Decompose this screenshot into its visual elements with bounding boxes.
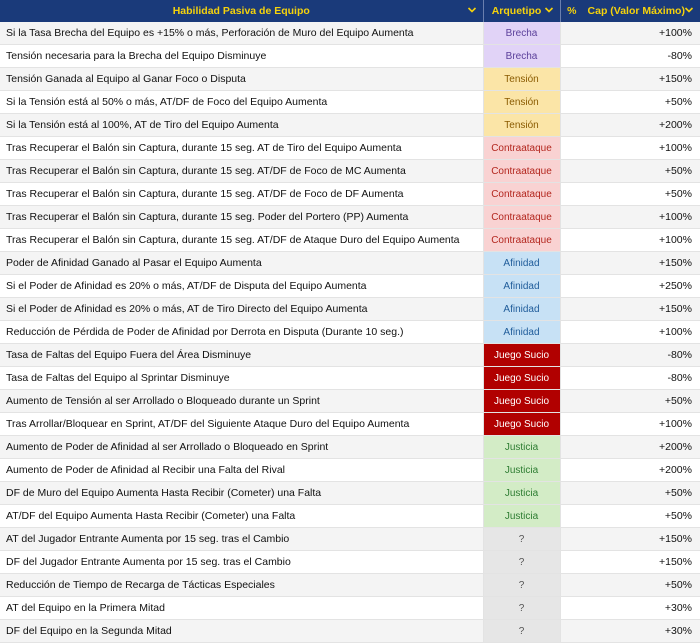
arquetipo-badge[interactable]: ? — [483, 597, 560, 620]
pct-cell[interactable] — [560, 275, 583, 298]
arquetipo-badge[interactable]: Tensión — [483, 114, 560, 137]
header-arquetipo[interactable] — [483, 0, 560, 22]
habilidad-cell[interactable]: Tensión necesaria para la Brecha del Equipo Disminuye — [0, 45, 483, 68]
table-row — [0, 367, 700, 390]
cap-cell[interactable]: +150% — [583, 68, 700, 91]
arquetipo-badge[interactable]: Tensión — [483, 68, 560, 91]
pct-cell[interactable] — [560, 45, 583, 68]
arquetipo-badge[interactable]: Justicia — [483, 436, 560, 459]
cap-cell[interactable]: +100% — [583, 229, 700, 252]
cap-cell[interactable]: +30% — [583, 597, 700, 620]
habilidad-cell[interactable]: Tras Arrollar/Bloquear en Sprint, AT/DF del Siguiente Ataque Duro del Equipo Aumenta — [0, 413, 483, 436]
arquetipo-badge[interactable]: Afinidad — [483, 252, 560, 275]
table-body — [0, 22, 700, 643]
table-row — [0, 321, 700, 344]
header-row — [0, 0, 700, 22]
habilidad-cell[interactable]: Si la Tasa Brecha del Equipo es +15% o más, Perforación de Muro del Equipo Aumenta — [0, 22, 483, 45]
cap-cell[interactable]: +150% — [583, 298, 700, 321]
pct-cell[interactable] — [560, 436, 583, 459]
arquetipo-badge[interactable]: Tensión — [483, 91, 560, 114]
cap-cell[interactable]: +50% — [583, 482, 700, 505]
table-row — [0, 459, 700, 482]
arquetipo-badge[interactable]: Juego Sucio — [483, 344, 560, 367]
table-row — [0, 206, 700, 229]
cap-cell[interactable]: +50% — [583, 390, 700, 413]
table-row — [0, 597, 700, 620]
pct-cell[interactable] — [560, 620, 583, 643]
cap-cell[interactable]: +100% — [583, 206, 700, 229]
table-row — [0, 298, 700, 321]
table-row — [0, 252, 700, 275]
habilidad-cell[interactable]: DF del Jugador Entrante Aumenta por 15 seg. tras el Cambio — [0, 551, 483, 574]
arquetipo-badge[interactable]: ? — [483, 551, 560, 574]
table-row — [0, 505, 700, 528]
arquetipo-badge[interactable]: Brecha — [483, 22, 560, 45]
habilidad-cell[interactable]: Aumento de Poder de Afinidad al ser Arrollado o Bloqueado en Sprint — [0, 436, 483, 459]
table-row — [0, 344, 700, 367]
table-row — [0, 551, 700, 574]
cap-cell[interactable]: +100% — [583, 321, 700, 344]
habilidad-cell[interactable]: Tras Recuperar el Balón sin Captura, durante 15 seg. AT/DF de Ataque Duro del Equipo Aumenta — [0, 229, 483, 252]
habilidad-cell[interactable]: AT del Equipo en la Primera Mitad — [0, 597, 483, 620]
pct-cell[interactable] — [560, 528, 583, 551]
habilidad-cell[interactable]: Reducción de Tiempo de Recarga de Tácticas Especiales — [0, 574, 483, 597]
arquetipo-badge[interactable]: Afinidad — [483, 321, 560, 344]
habilidad-cell[interactable]: Tras Recuperar el Balón sin Captura, durante 15 seg. Poder del Portero (PP) Aumenta — [0, 206, 483, 229]
pct-cell[interactable] — [560, 137, 583, 160]
pct-cell[interactable] — [560, 505, 583, 528]
cap-cell[interactable]: +200% — [583, 436, 700, 459]
table-row — [0, 436, 700, 459]
table-row — [0, 390, 700, 413]
cap-cell[interactable]: +150% — [583, 551, 700, 574]
table-row — [0, 229, 700, 252]
cap-cell[interactable]: -80% — [583, 367, 700, 390]
header-arquetipo-label: Arquetipo — [491, 5, 542, 17]
pct-cell[interactable] — [560, 344, 583, 367]
cap-cell[interactable]: +30% — [583, 620, 700, 643]
pct-cell[interactable] — [560, 574, 583, 597]
habilidad-cell[interactable]: AT/DF del Equipo Aumenta Hasta Recibir (Cometer) una Falta — [0, 505, 483, 528]
pct-cell[interactable] — [560, 413, 583, 436]
habilidad-cell[interactable]: Tensión Ganada al Equipo al Ganar Foco o Disputa — [0, 68, 483, 91]
cap-cell[interactable]: +100% — [583, 137, 700, 160]
pct-cell[interactable] — [560, 597, 583, 620]
arquetipo-badge[interactable]: Contraataque — [483, 229, 560, 252]
table-row — [0, 160, 700, 183]
header-habilidad-label: Habilidad Pasiva de Equipo — [172, 5, 310, 17]
cap-cell[interactable]: +50% — [583, 91, 700, 114]
arquetipo-badge[interactable]: Contraataque — [483, 206, 560, 229]
pct-cell[interactable] — [560, 114, 583, 137]
habilidad-cell[interactable]: Si la Tensión está al 50% o más, AT/DF de Foco del Equipo Aumenta — [0, 91, 483, 114]
arquetipo-badge[interactable]: Justicia — [483, 505, 560, 528]
habilidad-cell[interactable]: DF de Muro del Equipo Aumenta Hasta Recibir (Cometer) una Falta — [0, 482, 483, 505]
pct-cell[interactable] — [560, 68, 583, 91]
table-row — [0, 482, 700, 505]
habilidad-cell[interactable]: Tras Recuperar el Balón sin Captura, durante 15 seg. AT/DF de Foco de DF Aumenta — [0, 183, 483, 206]
pct-cell[interactable] — [560, 206, 583, 229]
arquetipo-badge[interactable]: ? — [483, 528, 560, 551]
habilidad-cell[interactable]: Aumento de Tensión al ser Arrollado o Bloqueado durante un Sprint — [0, 390, 483, 413]
arquetipo-badge[interactable]: Juego Sucio — [483, 390, 560, 413]
table-row — [0, 620, 700, 643]
table-row — [0, 137, 700, 160]
cap-cell[interactable]: +50% — [583, 183, 700, 206]
arquetipo-badge[interactable]: Afinidad — [483, 298, 560, 321]
arquetipo-badge[interactable]: Contraataque — [483, 160, 560, 183]
cap-cell[interactable]: +200% — [583, 459, 700, 482]
pct-cell[interactable] — [560, 551, 583, 574]
habilidad-cell[interactable]: Tasa de Faltas del Equipo Fuera del Área Disminuye — [0, 344, 483, 367]
cap-cell[interactable]: +50% — [583, 574, 700, 597]
arquetipo-badge[interactable]: ? — [483, 620, 560, 643]
table-row — [0, 275, 700, 298]
pct-cell[interactable] — [560, 91, 583, 114]
cap-cell[interactable]: +100% — [583, 22, 700, 45]
pct-cell[interactable] — [560, 183, 583, 206]
chevron-down-icon[interactable] — [467, 5, 477, 15]
arquetipo-badge[interactable]: Contraataque — [483, 183, 560, 206]
cap-cell[interactable]: -80% — [583, 45, 700, 68]
arquetipo-badge[interactable]: Justicia — [483, 459, 560, 482]
header-pct[interactable]: % — [560, 0, 583, 22]
cap-cell[interactable]: -80% — [583, 344, 700, 367]
cap-cell[interactable]: +100% — [583, 413, 700, 436]
chevron-down-icon[interactable] — [684, 5, 694, 15]
cap-cell[interactable]: +150% — [583, 528, 700, 551]
pct-cell[interactable] — [560, 22, 583, 45]
table-row — [0, 91, 700, 114]
arquetipo-badge[interactable]: Contraataque — [483, 137, 560, 160]
habilidad-cell[interactable]: AT del Jugador Entrante Aumenta por 15 seg. tras el Cambio — [0, 528, 483, 551]
arquetipo-badge[interactable]: Juego Sucio — [483, 367, 560, 390]
pct-cell[interactable] — [560, 321, 583, 344]
arquetipo-badge[interactable]: Justicia — [483, 482, 560, 505]
habilidad-cell[interactable]: Reducción de Pérdida de Poder de Afinidad por Derrota en Disputa (Durante 10 seg.) — [0, 321, 483, 344]
table-row — [0, 45, 700, 68]
pct-cell[interactable] — [560, 252, 583, 275]
table-row — [0, 413, 700, 436]
habilidad-cell[interactable]: DF del Equipo en la Segunda Mitad — [0, 620, 483, 643]
arquetipo-badge[interactable]: Brecha — [483, 45, 560, 68]
table-row — [0, 22, 700, 45]
table-row — [0, 528, 700, 551]
arquetipo-badge[interactable]: Juego Sucio — [483, 413, 560, 436]
cap-cell[interactable]: +200% — [583, 114, 700, 137]
cap-cell[interactable]: +250% — [583, 275, 700, 298]
habilidad-cell[interactable]: Si la Tensión está al 100%, AT de Tiro del Equipo Aumenta — [0, 114, 483, 137]
cap-cell[interactable]: +50% — [583, 160, 700, 183]
header-cap[interactable] — [583, 0, 700, 22]
habilidad-cell[interactable]: Aumento de Poder de Afinidad al Recibir una Falta del Rival — [0, 459, 483, 482]
pct-cell[interactable] — [560, 229, 583, 252]
table-row — [0, 183, 700, 206]
habilidad-cell[interactable]: Si el Poder de Afinidad es 20% o más, AT de Tiro Directo del Equipo Aumenta — [0, 298, 483, 321]
arquetipo-badge[interactable]: ? — [483, 574, 560, 597]
pct-cell[interactable] — [560, 298, 583, 321]
pct-cell[interactable] — [560, 160, 583, 183]
table-row — [0, 68, 700, 91]
chevron-down-icon[interactable] — [544, 5, 554, 15]
habilidad-cell[interactable]: Tasa de Faltas del Equipo al Sprintar Disminuye — [0, 367, 483, 390]
arquetipo-badge[interactable]: Afinidad — [483, 275, 560, 298]
pct-cell[interactable] — [560, 367, 583, 390]
habilidad-cell[interactable]: Poder de Afinidad Ganado al Pasar el Equipo Aumenta — [0, 252, 483, 275]
habilidad-cell[interactable]: Tras Recuperar el Balón sin Captura, durante 15 seg. AT de Tiro del Equipo Aumenta — [0, 137, 483, 160]
pct-cell[interactable] — [560, 459, 583, 482]
cap-cell[interactable]: +50% — [583, 505, 700, 528]
header-cap-label: Cap (Valor Máximo) — [587, 5, 685, 17]
cap-cell[interactable]: +150% — [583, 252, 700, 275]
table-row — [0, 114, 700, 137]
pct-cell[interactable] — [560, 482, 583, 505]
table-row — [0, 574, 700, 597]
pct-cell[interactable] — [560, 390, 583, 413]
header-habilidad[interactable] — [0, 0, 483, 22]
habilidad-cell[interactable]: Tras Recuperar el Balón sin Captura, durante 15 seg. AT/DF de Foco de MC Aumenta — [0, 160, 483, 183]
habilidad-cell[interactable]: Si el Poder de Afinidad es 20% o más, AT/DF de Disputa del Equipo Aumenta — [0, 275, 483, 298]
